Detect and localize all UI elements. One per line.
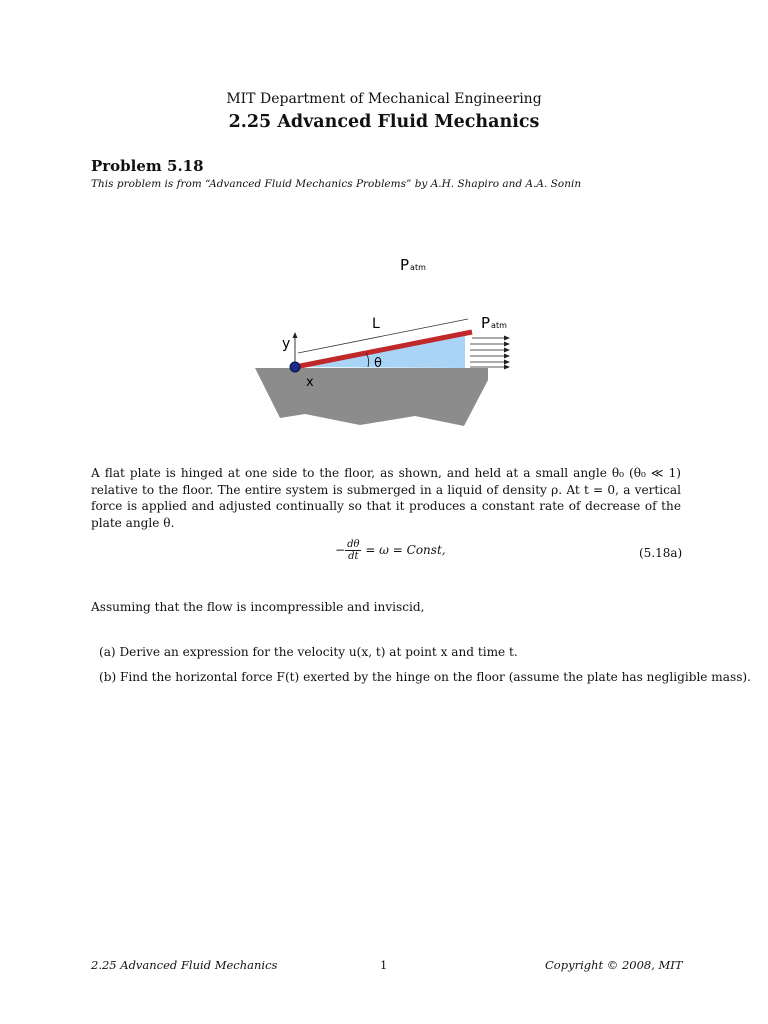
question-item-a: (a) Derive an expression for the velocity u(x, t) at point x and time t. [99, 645, 518, 659]
x-axis-label: x [306, 375, 314, 390]
problem-credit: This problem is from “Advanced Fluid Mechanics Problems” by A.H. Shapiro and A.A. Sonin [91, 178, 582, 190]
theta-label: θ [374, 356, 382, 371]
patm-right-label: Patm [481, 314, 507, 332]
hinge-point [290, 362, 300, 372]
patm-top-label: Patm [400, 256, 426, 274]
outflow-arrows [470, 338, 506, 367]
equation-number: (5.18a) [639, 546, 683, 560]
floor-ground [255, 368, 488, 426]
problem-statement: A flat plate is hinged at one side to the floor, as shown, and held at a small angle θ₀ (θ₀ ≪ 1) relative to the floor. The entire system is submerged in a liquid of density ρ. At t = 0, a vertical force is applied and adjusted continually so that it produces a constant rate of decrease of the plate angle θ. [91, 466, 681, 530]
equation-5-18a [335, 539, 446, 562]
assumption-text: Assuming that the flow is incompressible and inviscid, [91, 600, 425, 614]
footer-course: 2.25 Advanced Fluid Mechanics [91, 958, 278, 972]
equation-numerator: dθ [347, 539, 360, 550]
equation-minus: − [335, 543, 346, 557]
problem-title: Problem 5.18 [91, 157, 204, 175]
footer-copyright: Copyright © 2008, MIT [545, 958, 683, 972]
length-label: L [372, 316, 380, 332]
equation-fraction [345, 539, 361, 562]
equation-rest: = ω = Const, [365, 543, 446, 557]
question-item-b: (b) Find the horizontal force F(t) exerted by the hinge on the floor (assume the plate has negligible mass). [99, 670, 751, 684]
department-heading: MIT Department of Mechanical Engineering [226, 91, 542, 107]
equation-denominator: dt [348, 551, 359, 562]
page-number: 1 [380, 958, 388, 972]
y-axis-label: y [282, 336, 291, 352]
hinged-plate-figure [240, 240, 530, 440]
course-title: 2.25 Advanced Fluid Mechanics [228, 112, 540, 132]
